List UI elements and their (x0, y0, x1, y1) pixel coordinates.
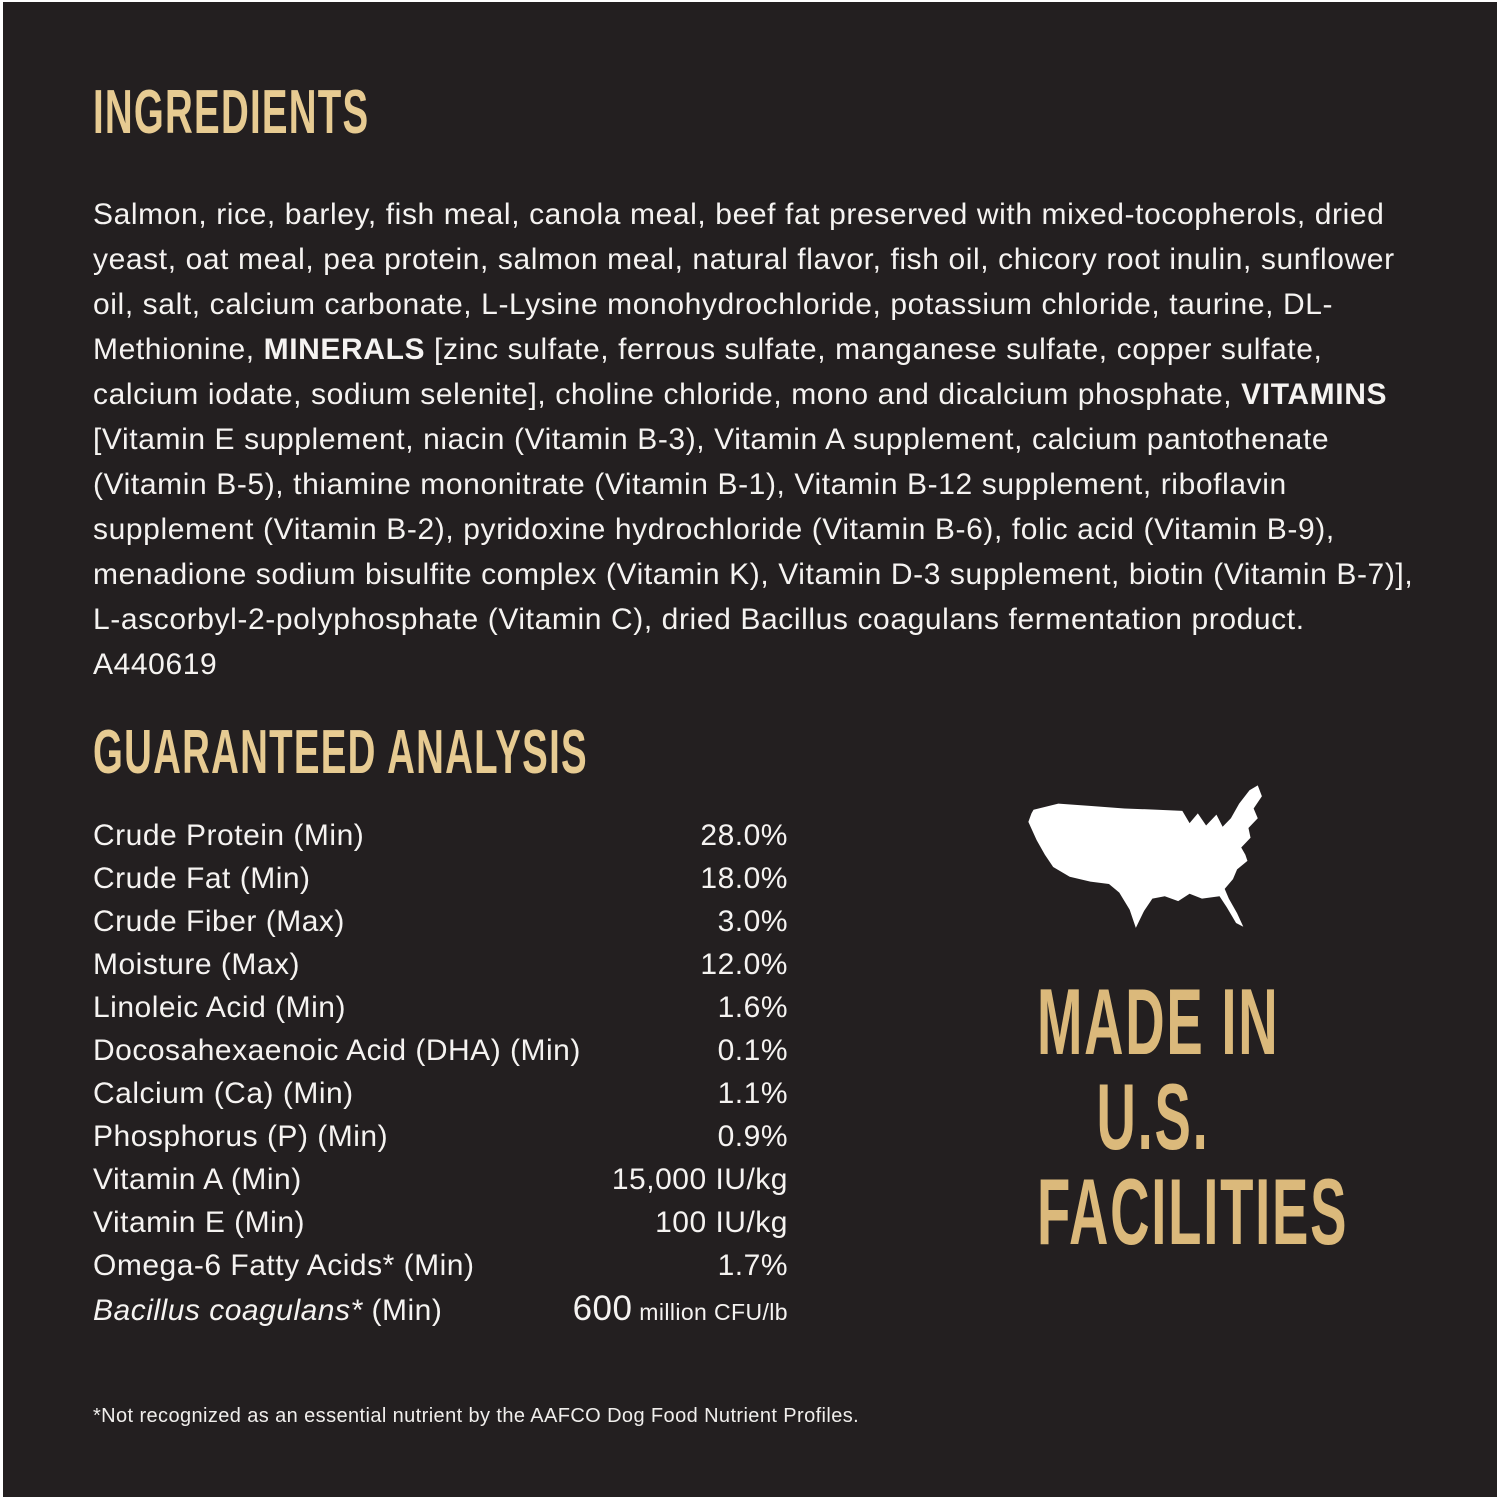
guaranteed-analysis-title: GUARANTEED ANALYSIS (93, 718, 588, 787)
ingredients-text (93, 192, 1428, 687)
analysis-row-name: Crude Fat (Min) (93, 862, 311, 895)
analysis-row-value: 100 IU/kg (655, 1206, 788, 1239)
analysis-row-value: 18.0% (700, 862, 788, 895)
analysis-row-name: Phosphorus (P) (Min) (93, 1120, 389, 1153)
analysis-row (93, 1287, 788, 1330)
analysis-row-name: Crude Fiber (Max) (93, 905, 345, 938)
analysis-row (93, 986, 788, 1029)
analysis-row-value: 1.7% (717, 1249, 788, 1282)
ingredients-title: INGREDIENTS (93, 78, 370, 147)
aafco-footnote: *Not recognized as an essential nutrient by the AAFCO Dog Food Nutrient Profiles. (93, 1405, 860, 1427)
analysis-row-name: Calcium (Ca) (Min) (93, 1077, 354, 1110)
ingredient-run: Salmon, rice, barley, fish meal, canola meal, beef fat preserved with mixed-tocopherols, dried yeast, oat meal, pea protein, salmon meal, natural flavor, fish oil, chicory root inulin, sunflower oil, salt, calcium carbonate, L-Lysine monohydrochloride, potassium chloride, taurine, DL-Methionine, (93, 198, 1395, 366)
analysis-row-value: 12.0% (700, 948, 788, 981)
product-label-panel (3, 2, 1497, 1497)
ingredient-group-bold: MINERALS (263, 333, 426, 366)
ingredient-run: [Vitamin E supplement, niacin (Vitamin B-3), Vitamin A supplement, calcium pantothenate (Vitamin B-5), thiamine mononitrate (Vitamin B-1), Vitamin B-12 supplement, riboflavin supplement (Vitamin B-2), pyridoxine hydrochloride (Vitamin B-6), folic acid (Vitamin B-9), menadione sodium bisulfite complex (Vitamin K), Vitamin D-3 supplement, biotin (Vitamin B-7)], L-ascorbyl-2-polyphosphate (Vitamin C), dried Bacillus coagulans fermentation product. A440619 (93, 423, 1414, 681)
analysis-row-value: 1.6% (717, 991, 788, 1024)
usa-map-icon (1017, 778, 1265, 934)
analysis-row-value: 1.1% (717, 1077, 788, 1110)
analysis-row (93, 1158, 788, 1201)
analysis-row-value: 3.0% (717, 905, 788, 938)
analysis-row-value: 15,000 IU/kg (611, 1163, 788, 1196)
analysis-row (93, 943, 788, 986)
made-in-line-1: MADE IN (1037, 969, 1280, 1074)
analysis-row-name: Crude Protein (Min) (93, 819, 365, 852)
analysis-row (93, 1072, 788, 1115)
analysis-row-name: Vitamin E (Min) (93, 1206, 305, 1239)
analysis-row (93, 900, 788, 943)
analysis-row-name: Moisture (Max) (93, 948, 301, 981)
ingredient-group-bold: VITAMINS (1241, 378, 1388, 411)
guaranteed-analysis-table (93, 814, 788, 1330)
analysis-row (93, 857, 788, 900)
analysis-row-name: Bacillus coagulans* (Min) (93, 1294, 443, 1327)
analysis-row (93, 814, 788, 857)
made-in-line-2: U.S. (1096, 1064, 1210, 1169)
analysis-row-value: 600 million CFU/lb (572, 1289, 788, 1328)
analysis-row-name: Omega-6 Fatty Acids* (Min) (93, 1249, 475, 1282)
analysis-row-name: Linoleic Acid (Min) (93, 991, 346, 1024)
ingredient-run: [zinc sulfate, ferrous sulfate, manganese sulfate, copper sulfate, calcium iodate, sodium selenite], choline chloride, mono and dicalcium phosphate, (93, 333, 1323, 411)
analysis-row (93, 1029, 788, 1072)
analysis-row (93, 1115, 788, 1158)
analysis-row-name: Docosahexaenoic Acid (DHA) (Min) (93, 1034, 581, 1067)
analysis-row (93, 1201, 788, 1244)
analysis-row (93, 1244, 788, 1287)
made-in-line-3: FACILITIES (1037, 1159, 1349, 1264)
analysis-row-value: 28.0% (700, 819, 788, 852)
analysis-row-value: 0.1% (717, 1034, 788, 1067)
analysis-row-name: Vitamin A (Min) (93, 1163, 302, 1196)
analysis-row-value: 0.9% (717, 1120, 788, 1153)
made-in-us-facilities (953, 969, 1353, 1264)
